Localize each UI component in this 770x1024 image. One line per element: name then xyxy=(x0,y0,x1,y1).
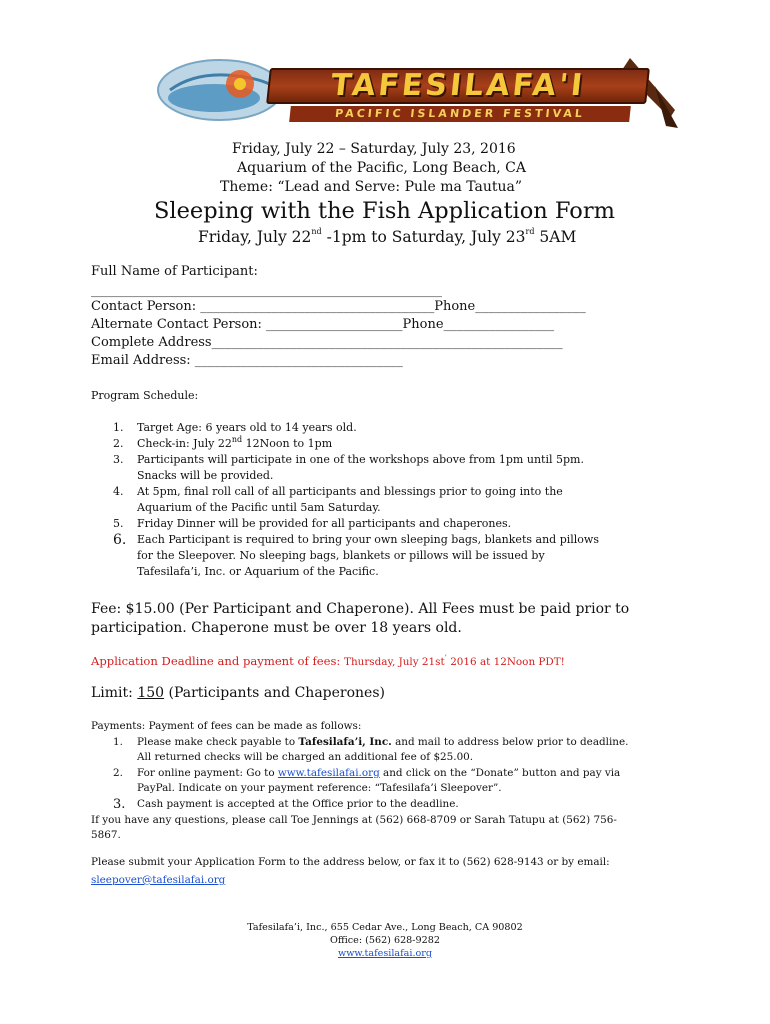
subtitle-sup-2: rd xyxy=(525,227,535,236)
email-field[interactable]: Email Address: ________________________________ xyxy=(91,353,403,368)
sleepover-email-link[interactable]: sleepover@tafesilafai.org xyxy=(91,874,226,886)
limit-suffix: (Participants and Chaperones) xyxy=(164,685,385,701)
fee-line-1: Fee: $15.00 (Per Participant and Chaperone). All Fees must be paid prior to xyxy=(91,601,630,617)
schedule-item xyxy=(91,484,751,516)
payment-item xyxy=(91,766,761,797)
payment-item xyxy=(91,735,761,766)
footer-office: Office: (562) 628-9282 xyxy=(330,935,440,946)
questions-text-2: 5867. xyxy=(91,829,121,842)
event-venue: Aquarium of the Pacific, Long Beach, CA xyxy=(237,160,526,176)
item-text-end: and mail to address below prior to deadline. xyxy=(391,735,629,748)
limit-value: 150 xyxy=(137,685,165,701)
item-number: 6. xyxy=(113,532,127,548)
item-text: Please make check payable to xyxy=(137,735,299,748)
logo-banner xyxy=(289,106,631,122)
schedule-heading: Program Schedule: xyxy=(91,389,199,402)
payments-heading: Payments: Payment of fees can be made as follows: xyxy=(91,720,362,732)
form-subtitle xyxy=(198,228,576,246)
item-number: 2. xyxy=(113,766,123,779)
logo-title: TAFESILAFA'I xyxy=(329,68,587,103)
item-text-end: and click on the “Donate” button and pay via xyxy=(379,766,621,779)
item-text: Check-in: July 22 xyxy=(137,437,232,450)
footer-website-link[interactable]: www.tafesilafai.org xyxy=(337,948,433,959)
event-dates: Friday, July 22 – Saturday, July 23, 2016 xyxy=(232,141,516,157)
schedule-list xyxy=(91,420,751,580)
alternate-contact-field[interactable]: Alternate Contact Person: _____________________Phone_________________ xyxy=(91,317,555,332)
item-text: For online payment: Go to xyxy=(137,766,278,779)
item-text: Cash payment is accepted at the Office prior to the deadline. xyxy=(137,797,459,810)
item-number: 3. xyxy=(113,453,124,466)
logo-subtitle: PACIFIC ISLANDER FESTIVAL xyxy=(334,107,586,120)
limit-line xyxy=(91,685,385,701)
item-text: Participants will participate in one of the workshops above from 1pm until 5pm. xyxy=(137,453,584,466)
item-text-2: PayPal. Indicate on your payment reference: “Tafesilafa’i Sleepover”. xyxy=(137,782,502,795)
payment-item xyxy=(91,797,761,813)
form-title: Sleeping with the Fish Application Form xyxy=(154,198,615,224)
deadline-date: Thursday, July 21st xyxy=(344,656,445,668)
item-text: Friday Dinner will be provided for all participants and chaperones. xyxy=(137,517,512,530)
payments-section xyxy=(91,719,761,844)
item-text-2: for the Sleepover. No sleeping bags, blankets or pillows will be issued by xyxy=(137,549,545,562)
submit-instructions: Please submit your Application Form to the address below, or fax it to (562) 628-9143 or by email: xyxy=(91,856,610,868)
item-number: 3. xyxy=(113,796,126,812)
subtitle-start: Friday, July 22 xyxy=(198,228,312,246)
item-number: 4. xyxy=(113,485,124,498)
deadline-label: Application Deadline and payment of fees: xyxy=(91,654,345,668)
schedule-item xyxy=(91,420,751,436)
subtitle-sup-1: nd xyxy=(311,227,322,236)
footer-website-row xyxy=(0,948,770,959)
item-text: Target Age: 6 years old to 14 years old. xyxy=(137,421,357,434)
item-text-2: All returned checks will be charged an additional fee of $25.00. xyxy=(137,751,474,764)
schedule-item xyxy=(91,452,751,484)
limit-label: Limit: xyxy=(91,685,138,701)
deadline-time: 2016 at 12Noon PDT! xyxy=(446,656,565,668)
schedule-item xyxy=(91,436,751,452)
item-number: 2. xyxy=(113,437,124,450)
subtitle-end: 5AM xyxy=(534,228,577,246)
item-text-end: 12Noon to 1pm xyxy=(242,437,333,450)
questions-text: If you have any questions, please call Toe Jennings at (562) 668-8709 or Sarah Tatupu at (562) 756- xyxy=(91,813,617,826)
payee-name: Tafesilafa’i, Inc. xyxy=(298,735,392,748)
address-field[interactable]: Complete Address______________________________________________________ xyxy=(91,335,563,350)
item-sup: nd xyxy=(231,435,243,444)
contact-person-field[interactable]: Contact Person: ____________________________________Phone_________________ xyxy=(91,299,586,314)
event-theme: Theme: “Lead and Serve: Pule ma Tautua” xyxy=(220,179,523,195)
website-link[interactable]: www.tafesilafai.org xyxy=(277,766,380,779)
item-number: 5. xyxy=(113,517,124,530)
item-text-2: Snacks will be provided. xyxy=(137,469,274,482)
fee-line-2: participation. Chaperone must be over 18 years old. xyxy=(91,620,462,636)
item-text: At 5pm, final roll call of all participants and blessings prior to going into the xyxy=(137,485,563,498)
full-name-label: Full Name of Participant: xyxy=(91,264,258,279)
logo-wordmark xyxy=(266,68,650,104)
schedule-item xyxy=(91,532,751,580)
item-number: 1. xyxy=(113,735,123,748)
item-text-2: Aquarium of the Pacific until 5am Saturday. xyxy=(137,501,381,514)
deadline-notice: Application Deadline and payment of fees: Thursday, July 21st’ 2016 at 12Noon PDT! xyxy=(91,654,565,668)
full-name-line[interactable]: ______________________________________________________ xyxy=(91,283,442,298)
item-number: 1. xyxy=(113,421,124,434)
item-text-3: Tafesilafa’i, Inc. or Aquarium of the Pacific. xyxy=(137,565,379,578)
schedule-item xyxy=(91,516,751,532)
footer-address: Tafesilafa’i, Inc., 655 Cedar Ave., Long Beach, CA 90802 xyxy=(247,922,523,933)
item-text: Each Participant is required to bring your own sleeping bags, blankets and pillows xyxy=(137,533,599,546)
subtitle-middle: -1pm to Saturday, July 23 xyxy=(321,228,526,246)
festival-logo xyxy=(150,48,680,130)
